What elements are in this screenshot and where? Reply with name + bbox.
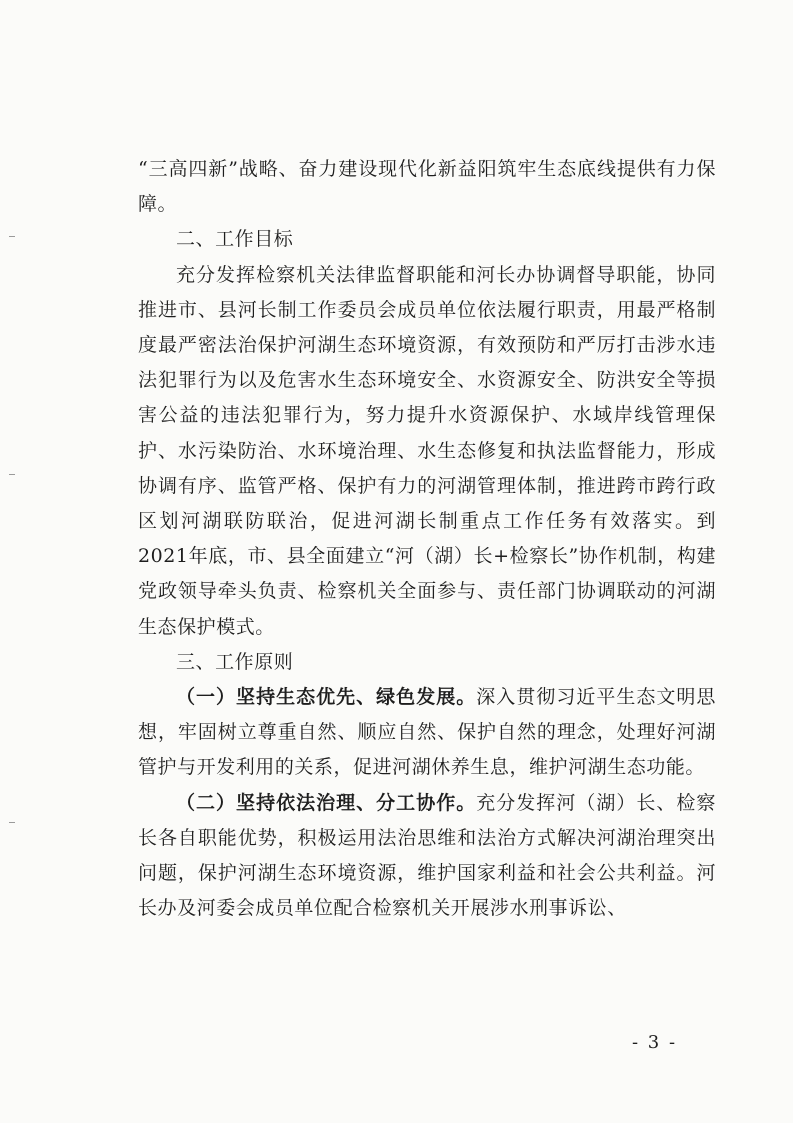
principle-2-text: 充分发挥河（湖）长、检察长各自职能优势，积极运用法治思维和法治方式解决河湖治理突出问题，保护河湖生态环境资源，维护国家利益和社会公共利益。河长办及河委会成员单位配合检察机关开展涉水刑事诉讼、	[138, 791, 716, 920]
margin-mark	[9, 236, 15, 237]
principle-1-lead: （一）坚持生态优先、绿色发展。	[176, 686, 477, 709]
paragraph-principle-2	[138, 786, 716, 927]
section-heading-principles: 三、工作原则	[176, 650, 294, 673]
paragraph-principle-1	[138, 680, 716, 786]
document-body	[138, 152, 716, 926]
paragraph-goals: 充分发挥检察机关法律监督职能和河长办协调督导职能，协同推进市、县河长制工作委员会成员单位依法履行职责，用最严格制度最严密法治保护河湖生态环境资源，有效预防和严厉打击涉水违法犯罪行为以及危害水生态环境安全、水资源安全、防洪安全等损害公益的违法犯罪行为，努力提升水资源保护、水域岸线管理保护、水污染防治、水环境治理、水生态修复和执法监督能力，形成协调有序、监管严格、保护有力的河湖管理体制，推进跨市跨行政区划河湖联防联治，促进河湖长制重点工作任务有效落实。到2021年底，市、县全面建立“河（湖）长+检察长”协作机制，构建党政领导牵头负责、检察机关全面参与、责任部门协调联动的河湖生态保护模式。	[138, 263, 716, 638]
page-number: - 3 -	[632, 1032, 678, 1053]
principle-1-text: 深入贯彻习近平生态文明思想，牢固树立尊重自然、顺应自然、保护自然的理念，处理好河湖管护与开发利用的关系，促进河湖休养生息，维护河湖生态功能。	[138, 686, 716, 779]
section-heading-goals: 二、工作目标	[176, 228, 294, 251]
paragraph-continuation: “三高四新”战略、奋力建设现代化新益阳筑牢生态底线提供有力保障。	[138, 158, 716, 216]
margin-mark	[9, 822, 15, 823]
principle-2-lead: （二）坚持依法治理、分工协作。	[176, 791, 477, 814]
margin-mark	[9, 474, 15, 475]
